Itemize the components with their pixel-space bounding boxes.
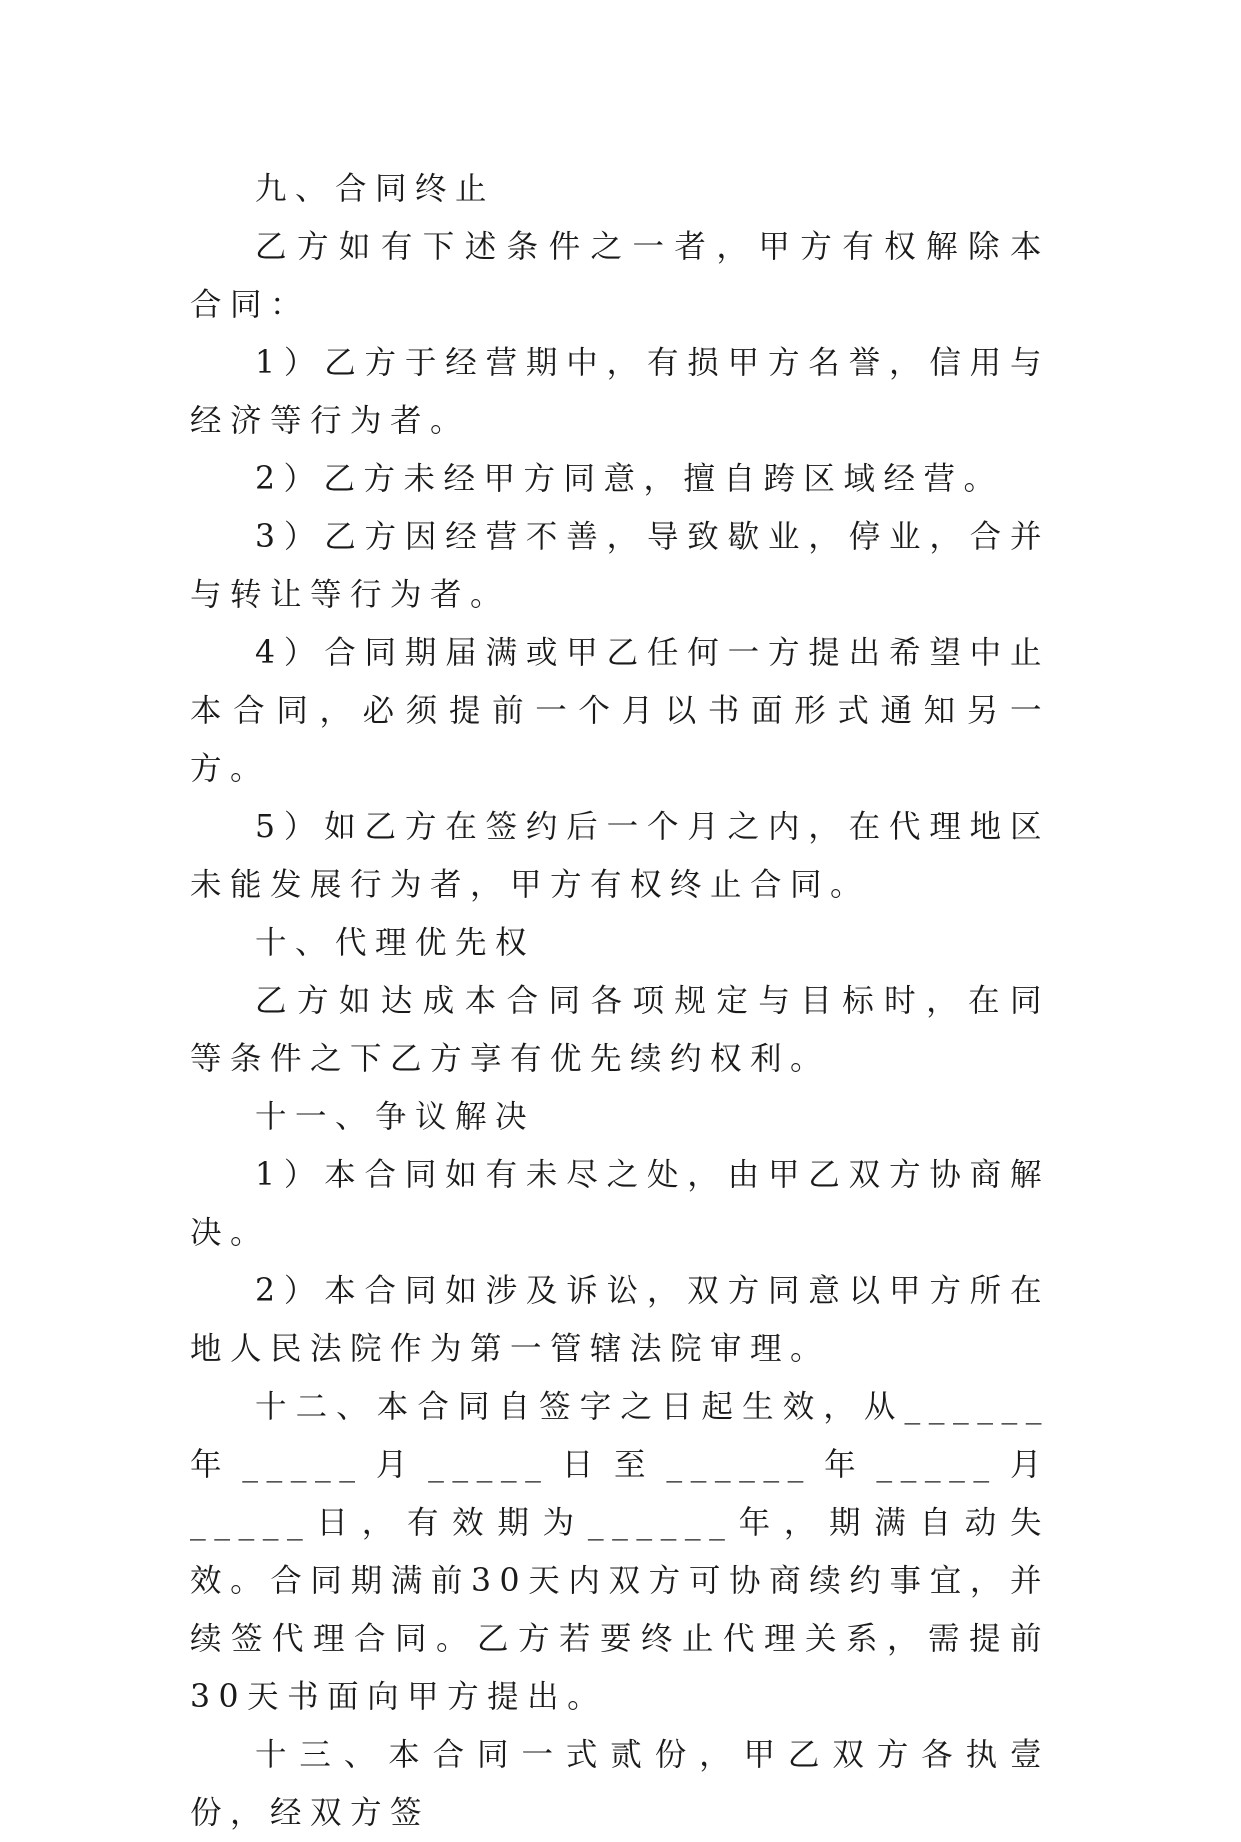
- paragraph-copies: 十三、本合同一式贰份，甲乙双方各执壹份，经双方签: [190, 1737, 1050, 1831]
- list-item: 3）乙方因经营不善，导致歇业，停业，合并与转让等行为者。: [190, 519, 1050, 613]
- list-item: 4）合同期届满或甲乙任何一方提出希望中止本合同，必须提前一个月以书面形式通知另一方。: [190, 635, 1050, 787]
- section-heading-termination: 九、合同终止: [255, 171, 496, 207]
- paragraph-effective-date: 十二、本合同自签字之日起生效，从______年_____月_____日至______年_____月_____日，有效期为______年，期满自动失效。合同期满前30天内双方可协商续约事宜，并续签代理合同。乙方若要终止代理关系，需提前30天书面向甲方提出。: [190, 1389, 1050, 1715]
- list-item: 2）乙方未经甲方同意，擅自跨区域经营。: [255, 461, 1004, 497]
- paragraph: 乙方如达成本合同各项规定与目标时，在同等条件之下乙方享有优先续约权利。: [190, 983, 1050, 1077]
- section-heading-dispute: 十一、争议解决: [255, 1099, 536, 1135]
- list-item: 2）本合同如涉及诉讼，双方同意以甲方所在地人民法院作为第一管辖法院审理。: [190, 1273, 1050, 1367]
- section-heading-priority: 十、代理优先权: [255, 925, 536, 961]
- list-item: 1）乙方于经营期中，有损甲方名誉，信用与经济等行为者。: [190, 345, 1050, 439]
- list-item: 1）本合同如有未尽之处，由甲乙双方协商解决。: [190, 1157, 1050, 1251]
- list-item: 5）如乙方在签约后一个月之内，在代理地区未能发展行为者，甲方有权终止合同。: [190, 809, 1050, 903]
- document-body: [190, 160, 1050, 1842]
- paragraph: 乙方如有下述条件之一者，甲方有权解除本合同：: [190, 229, 1050, 323]
